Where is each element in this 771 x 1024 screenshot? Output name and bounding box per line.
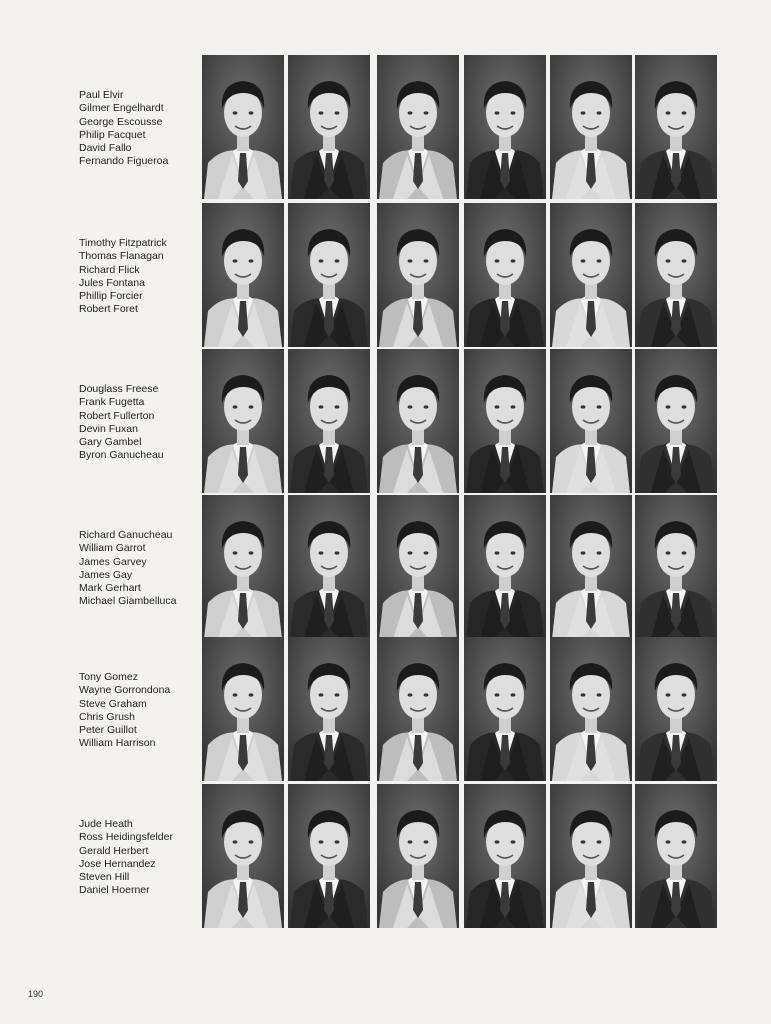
student-portrait-photo <box>202 203 284 347</box>
portrait-strip <box>202 55 724 199</box>
student-name: Frank Fugetta <box>79 396 145 409</box>
portrait-row <box>0 203 771 347</box>
student-portrait-photo <box>550 55 632 199</box>
portrait-row <box>0 784 771 928</box>
student-name: Mark Gerhart <box>79 582 141 595</box>
student-portrait-photo <box>635 349 717 493</box>
student-name: Peter Guillot <box>79 724 137 737</box>
student-name: James Gay <box>79 568 133 581</box>
name-list <box>79 818 173 898</box>
student-portrait-photo <box>464 784 546 928</box>
student-portrait-photo <box>550 495 632 639</box>
student-name: Daniel Hoerner <box>79 884 150 897</box>
student-name: George Escousse <box>79 115 163 128</box>
student-name: William Harrison <box>79 737 156 750</box>
student-portrait-photo <box>635 637 717 781</box>
student-portrait-photo <box>202 637 284 781</box>
student-name: Phillip Forcier <box>79 290 143 303</box>
student-portrait-photo <box>288 55 370 199</box>
student-name: Gary Gambel <box>79 436 142 449</box>
portrait-row <box>0 495 771 639</box>
page-number: 190 <box>28 989 44 999</box>
student-portrait-photo <box>202 349 284 493</box>
student-portrait-photo <box>635 784 717 928</box>
student-name: Devin Fuxan <box>79 422 138 435</box>
portrait-strip <box>202 495 724 639</box>
student-name: Robert Foret <box>79 303 138 316</box>
student-portrait-photo <box>464 203 546 347</box>
student-portrait-photo <box>377 203 459 347</box>
student-portrait-photo <box>288 637 370 781</box>
student-name: James Garvey <box>79 555 147 568</box>
portrait-strip <box>202 784 724 928</box>
student-name: Wayne Gorrondona <box>79 684 171 697</box>
student-name: Gilmer Engelhardt <box>79 102 164 115</box>
student-name: David Fallo <box>79 142 132 155</box>
student-portrait-photo <box>550 203 632 347</box>
student-portrait-photo <box>550 784 632 928</box>
student-name: Steven Hill <box>79 871 130 884</box>
student-portrait-photo <box>202 55 284 199</box>
student-portrait-photo <box>288 349 370 493</box>
student-portrait-photo <box>635 495 717 639</box>
student-portrait-photo <box>377 637 459 781</box>
student-name: Philip Facquet <box>79 128 146 141</box>
name-list <box>79 237 167 317</box>
student-portrait-photo <box>202 495 284 639</box>
name-list <box>79 89 168 169</box>
student-portrait-photo <box>288 495 370 639</box>
student-portrait-photo <box>464 349 546 493</box>
student-portrait-photo <box>377 495 459 639</box>
student-name: Richard Ganucheau <box>79 529 173 541</box>
portrait-row <box>0 349 771 493</box>
student-portrait-photo <box>464 637 546 781</box>
student-portrait-photo <box>464 495 546 639</box>
student-name: Jose Hernandez <box>79 857 156 870</box>
student-name: Jules Fontana <box>79 276 145 289</box>
student-name: Richard Flick <box>79 263 140 276</box>
student-portrait-photo <box>288 784 370 928</box>
portrait-strip <box>202 349 724 493</box>
student-portrait-photo <box>550 637 632 781</box>
student-name: Douglass Freese <box>79 383 159 395</box>
student-portrait-photo <box>464 55 546 199</box>
student-portrait-photo <box>635 203 717 347</box>
student-portrait-photo <box>377 784 459 928</box>
student-name: Byron Ganucheau <box>79 449 164 462</box>
student-name: William Garrot <box>79 542 146 555</box>
student-name: Robert Fullerton <box>79 409 155 422</box>
student-portrait-photo <box>377 55 459 199</box>
student-portrait-photo <box>550 349 632 493</box>
name-list <box>79 671 170 751</box>
portrait-row <box>0 55 771 199</box>
name-list <box>79 529 176 609</box>
student-name: Ross Heidingsfelder <box>79 831 173 844</box>
student-portrait-photo <box>288 203 370 347</box>
portrait-strip <box>202 637 724 781</box>
student-name: Paul Elvir <box>79 89 124 101</box>
name-list <box>79 383 164 463</box>
student-name: Gerald Herbert <box>79 844 149 857</box>
portrait-row <box>0 637 771 781</box>
student-name: Tony Gomez <box>79 671 138 683</box>
student-name: Jude Heath <box>79 818 133 830</box>
student-name: Chris Grush <box>79 710 136 723</box>
student-portrait-photo <box>635 55 717 199</box>
student-name: Fernando Figueroa <box>79 155 169 168</box>
student-name: Thomas Flanagan <box>79 250 164 263</box>
student-portrait-photo <box>377 349 459 493</box>
student-name: Timothy Fitzpatrick <box>79 237 167 249</box>
student-name: Steve Graham <box>79 697 147 710</box>
student-portrait-photo <box>202 784 284 928</box>
student-name: Michael Giambelluca <box>79 595 177 608</box>
portrait-strip <box>202 203 724 347</box>
